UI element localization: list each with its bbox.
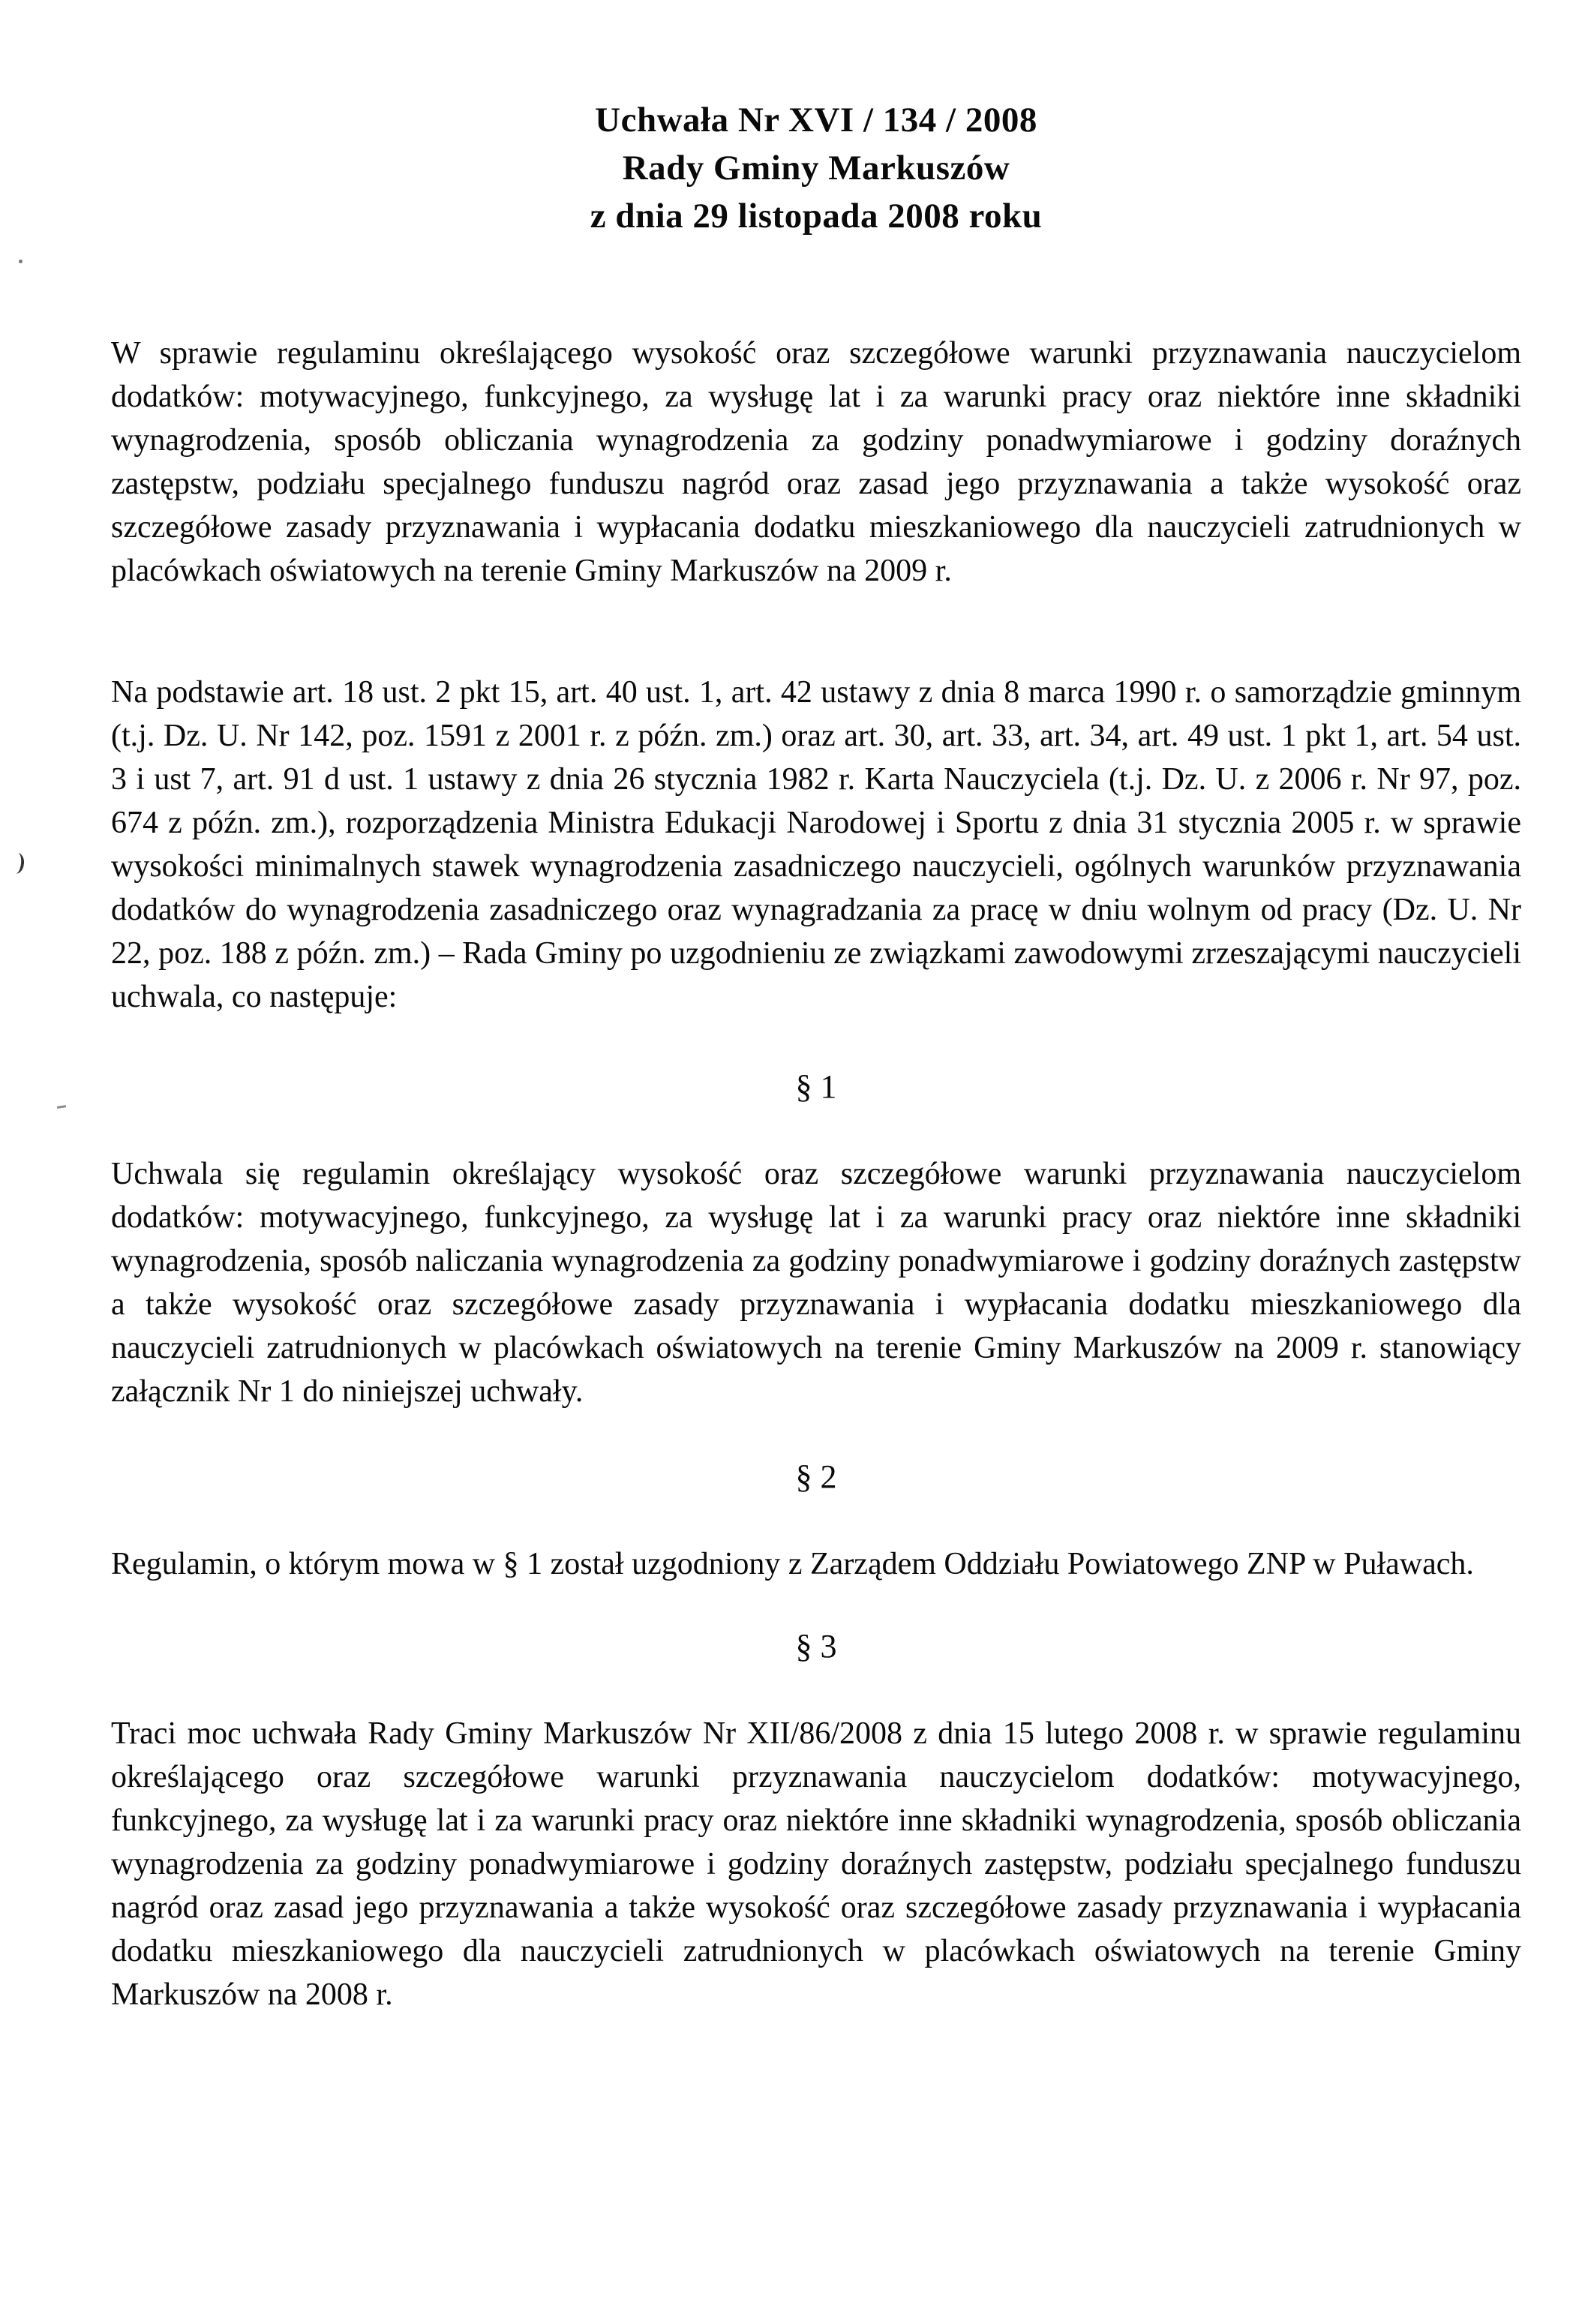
section-3 <box>111 1625 1521 2016</box>
legal-basis-paragraph: Na podstawie art. 18 ust. 2 pkt 15, art. 40 ust. 1, art. 42 ustawy z dnia 8 marca 1990 r. o samorządzie gminnym (t.j. Dz. U. Nr 142, poz. 1591 z 2001 r. z późn. zm.) oraz art. 30, art. 33, art. 34, art. 49 ust. 1 pkt 1, art. 54 ust. 3 i ust 7, art. 91 d ust. 1 ustawy z dnia 26 stycznia 1982 r. Karta Nauczyciela (t.j. Dz. U. z 2006 r. Nr 97, poz. 674 z późn. zm.), rozporządzenia Ministra Edukacji Narodowej i Sportu z dnia 31 stycznia 2005 r. w sprawie wysokości minimalnych stawek wynagrodzenia zasadniczego nauczycieli, ogólnych warunków przyznawania dodatków do wynagrodzenia zasadniczego oraz wynagradzania za pracę w dniu wolnym od pracy (Dz. U. Nr 22, poz. 188 z późn. zm.) – Rada Gminy po uzgodnieniu ze związkami zawodowymi zrzeszającymi nauczycieli uchwala, co następuje: <box>111 675 1521 1014</box>
section-1-heading: § 1 <box>795 1068 837 1105</box>
section-2-body: Regulamin, o którym mowa w § 1 został uzgodniony z Zarządem Oddziału Powiatowego ZNP w Puławach. <box>111 1547 1474 1581</box>
scan-artifact <box>19 260 23 263</box>
title-council-name: Rady Gminy Markuszów <box>622 149 1010 188</box>
section-2-heading: § 2 <box>795 1458 837 1495</box>
scan-artifact <box>13 852 26 874</box>
title-date: z dnia 29 listopada 2008 roku <box>590 197 1043 236</box>
subject-paragraph: W sprawie regulaminu określającego wysokość oraz szczegółowe warunki przyznawania nauczycielom dodatków: motywacyjnego, funkcyjnego, za wysługę lat i za warunki pracy oraz niektóre inne składniki wynagrodzenia, sposób obliczania wynagrodzenia za godziny ponadwymiarowe i godziny doraźnych zastępstw, podziału specjalnego funduszu nagród oraz zasad jego przyznawania a także wysokość oraz szczegółowe zasady przyznawania i wypłacania dodatku mieszkaniowego dla nauczycieli zatrudnionych w placówkach oświatowych na terenie Gminy Markuszów na 2009 r. <box>111 336 1521 588</box>
document-title <box>111 96 1521 240</box>
section-2 <box>111 1455 1521 1586</box>
section-3-body: Traci moc uchwała Rady Gminy Markuszów Nr XII/86/2008 z dnia 15 lutego 2008 r. w sprawie regulaminu określającego oraz szczegółowe warunki przyznawania nauczycielom dodatków: motywacyjnego, funkcyjnego, za wysługę lat i za warunki pracy oraz niektóre inne składniki wynagrodzenia, sposób obliczania wynagrodzenia za godziny ponadwymiarowe i godziny doraźnych zastępstw, podziału specjalnego funduszu nagród oraz zasad jego przyznawania a także wysokość oraz szczegółowe zasady przyznawania i wypłacania dodatku mieszkaniowego dla nauczycieli zatrudnionych w placówkach oświatowych na terenie Gminy Markuszów na 2008 r. <box>111 1716 1521 2012</box>
title-resolution-number: Uchwała Nr XVI / 134 / 2008 <box>595 101 1037 140</box>
section-1 <box>111 1065 1521 1413</box>
section-1-body: Uchwala się regulamin określający wysokość oraz szczegółowe warunki przyznawania nauczycielom dodatków: motywacyjnego, funkcyjnego, za wysługę lat i za warunki pracy oraz niektóre inne składniki wynagrodzenia, sposób naliczania wynagrodzenia za godziny ponadwymiarowe i godziny doraźnych zastępstw a także wysokość oraz szczegółowe zasady przyznawania i wypłacania dodatku mieszkaniowego dla nauczycieli zatrudnionych w placówkach oświatowych na terenie Gminy Markuszów na 2009 r. stanowiący załącznik Nr 1 do niniejszej uchwały. <box>111 1157 1521 1409</box>
section-3-heading: § 3 <box>795 1628 837 1665</box>
scan-artifact <box>57 1105 66 1109</box>
